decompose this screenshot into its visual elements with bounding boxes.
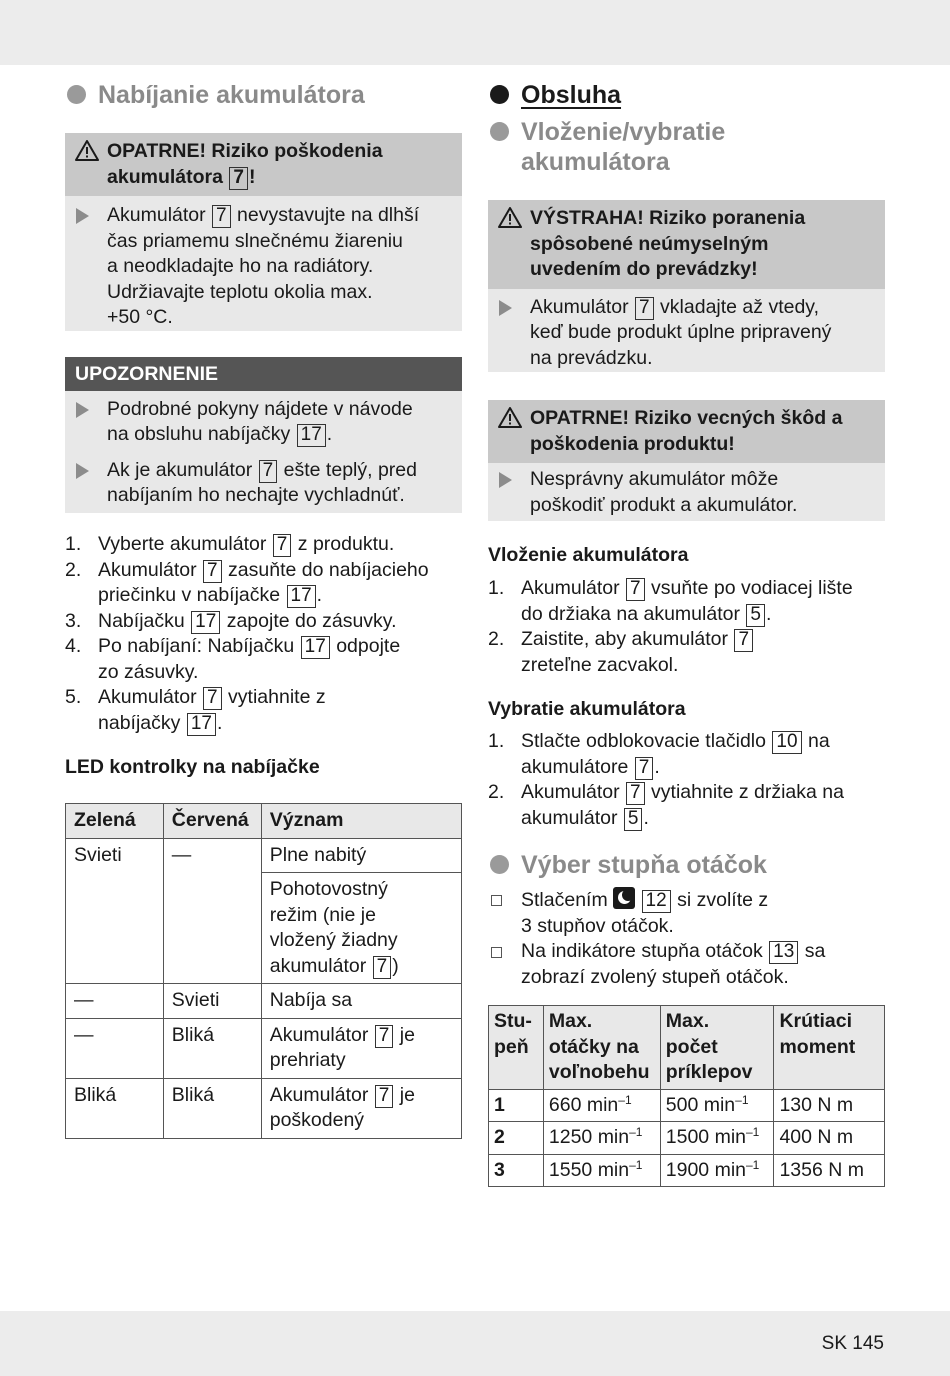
caution-header: OPATRNE! Riziko poškodenia akumulátora 7 ! [65,133,462,196]
table-cell: 2 [489,1122,544,1155]
bullet-dot-icon [490,122,509,141]
table-cell: Bliká [163,1018,261,1078]
list-item: 2. Zaistite, aby akumulátor 7 zreteľne zacvakol. [488,627,885,678]
ref-number: 17 [287,585,316,608]
ref-number: 7 [259,460,278,483]
arrow-right-icon [76,402,89,418]
column-header: Max. počet príklepov [660,1006,774,1090]
arrow-right-icon [76,463,89,479]
list-item: Na indikátore stupňa otáčok 13 sa zobrazí zvolený stupeň otáčok. [488,939,885,990]
ref-number: 7 [203,560,222,583]
page-bottom-bar [0,1311,950,1376]
notice-item: Podrobné pokyny nájdete v návode na obsluhu nabíjačky 17 . [65,391,462,448]
ref-number: 7 [273,534,292,557]
section-heading-operation: Obsluha [488,80,621,110]
checkbox-square-icon [491,947,502,958]
table-cell: 1500 $\min^{-1}$ [660,1122,774,1155]
ref-number: 5 [624,808,643,831]
ref-number: 7 [229,167,248,190]
arrow-right-icon [499,472,512,488]
table-cell: 130 N m [774,1089,885,1122]
ref-number: 7 [375,1085,394,1108]
table-cell: Svieti [163,984,261,1019]
arrow-right-icon [76,208,89,224]
list-item: 4. Po nabíjaní: Nabíjačku 17 odpojte zo zásuvky. [65,635,401,683]
ref-number: 7 [373,956,392,979]
table-cell: 1550 $\min^{-1}$ [543,1154,660,1187]
table-cell: — [163,838,261,984]
ref-number: 13 [769,941,798,964]
ref-number: 7 [626,578,645,601]
warning-box [488,200,885,372]
table-cell: 500 $\min^{-1}$ [660,1089,774,1122]
ref-number: 7 [375,1025,394,1048]
caution-box-product [488,400,885,521]
notice-box [65,357,462,513]
caution-item: Nesprávny akumulátor môže poškodiť produkt a akumulátor. [488,463,885,518]
caution-header: OPATRNE! Riziko vecných škôd a poškodenia produktu! [488,400,885,463]
caution-item: Akumulátor 7 nevystavujte na dlhší čas priamemu slnečnému žiareniu a neodkladajte ho na radiátory. Udržiavajte teplotu okolia max. +50 °C. [65,196,462,331]
table-row [66,984,462,1019]
speed-table [488,1005,885,1187]
table-cell: 1900 $\min^{-1}$ [660,1154,774,1187]
moon-button-icon [613,887,635,909]
notice-item: Ak je akumulátor 7 ešte teplý, pred nabíjaním ho nechajte vychladnúť. [65,448,462,509]
table-cell: Bliká [66,1078,164,1138]
list-item: 1. Akumulátor 7 vsuňte po vodiacej lište do držiaka na akumulátor 5 . [488,577,853,625]
warning-header: VÝSTRAHA! Riziko poranenia spôsobené neúmyselným uvedením do prevádzky! [488,200,885,289]
column-header: Červená [163,804,261,839]
table-cell: Akumulátor 7 je poškodený [261,1078,461,1138]
ref-number: 5 [746,604,765,627]
table-row [66,838,462,873]
column-header: Zelená [66,804,164,839]
table-header-row [66,804,462,839]
ref-number: 17 [301,636,330,659]
table-cell: Bliká [163,1078,261,1138]
ref-number: 7 [212,205,231,228]
list-item: 1. Vyberte akumulátor 7 z produktu. [65,533,395,555]
list-item: 1. Stlačte odblokovacie tlačidlo 10 na akumulátore 7 . [488,730,830,778]
warning-triangle-icon [498,406,522,430]
charging-steps-list [65,532,462,736]
bullet-dot-icon [67,85,86,104]
table-row [66,1078,462,1138]
table-cell: 660 $\min^{-1}$ [543,1089,660,1122]
ref-number: 7 [635,757,654,780]
remove-heading: Vybratie akumulátora [488,698,686,720]
ref-number: 7 [203,687,222,710]
table-cell: 400 N m [774,1122,885,1155]
ref-number: 17 [191,611,220,634]
ref-number: 12 [642,890,671,913]
table-row [489,1122,885,1155]
table-cell: Svieti [66,838,164,984]
table-cell: — [66,1018,164,1078]
column-header: Stu- peň [489,1006,544,1090]
table-row [489,1089,885,1122]
table-cell: 1250 $\min^{-1}$ [543,1122,660,1155]
insert-steps-list [488,576,885,678]
bullet-dot-icon [490,85,509,104]
list-item: 2. Akumulátor 7 zasuňte do nabíjacieho priečinku v nabíjačke 17 . [65,558,429,606]
led-table [65,803,462,1139]
section-heading-speed: Výber stupňa otáčok [488,850,767,880]
table-header-row [489,1006,885,1090]
ref-number: 7 [734,629,753,652]
column-header: Význam [261,804,461,839]
insert-heading: Vloženie akumulátora [488,544,689,566]
table-cell: 1 [489,1089,544,1122]
table-cell: Plne nabitý [261,838,461,873]
list-item: 2. Akumulátor 7 vytiahnite z držiaka na akumulátor 5 . [488,781,844,829]
list-item: Stlačením 12 si zvolíte z 3 stupňov otáčok. [488,887,885,939]
checkbox-square-icon [491,895,502,906]
ref-number: 7 [626,782,645,805]
remove-steps-list [488,729,885,831]
ref-number: 17 [187,713,216,736]
caution-box-battery [65,133,462,331]
table-cell: — [66,984,164,1019]
table-row [66,1018,462,1078]
page-top-bar [0,0,950,65]
speed-items-list [488,887,885,990]
led-heading: LED kontrolky na nabíjačke [65,756,320,778]
column-header: Krútiaci moment [774,1006,885,1090]
table-cell: Akumulátor 7 je prehriaty [261,1018,461,1078]
ref-number: 10 [772,731,801,754]
ref-number: 7 [635,297,654,320]
ref-number: 17 [297,424,326,447]
table-cell: 3 [489,1154,544,1187]
warning-triangle-icon [75,139,99,163]
table-cell: 1356 N m [774,1154,885,1187]
subsection-heading-insert-remove: Vloženie/vybratie akumulátora [488,117,725,177]
warning-item: Akumulátor 7 vkladajte až vtedy, keď bude produkt úplne pripravený na prevádzku. [488,289,885,372]
section-heading-charging: Nabíjanie akumulátora [65,80,365,110]
page-number: SK 145 [821,1333,884,1354]
notice-header: UPOZORNENIE [65,357,462,391]
bullet-dot-icon [490,855,509,874]
table-cell: Pohotovostný režim (nie je vložený žiadny akumulátor 7 ) [261,873,461,984]
arrow-right-icon [499,300,512,316]
list-item: 3. Nabíjačku 17 zapojte do zásuvky. [65,609,397,632]
list-item: 5. Akumulátor 7 vytiahnite z nabíjačky 17 . [65,686,326,734]
column-header: Max. otáčky na voľnobehu [543,1006,660,1090]
warning-triangle-icon [498,206,522,230]
table-cell: Nabíja sa [261,984,461,1019]
table-row [489,1154,885,1187]
